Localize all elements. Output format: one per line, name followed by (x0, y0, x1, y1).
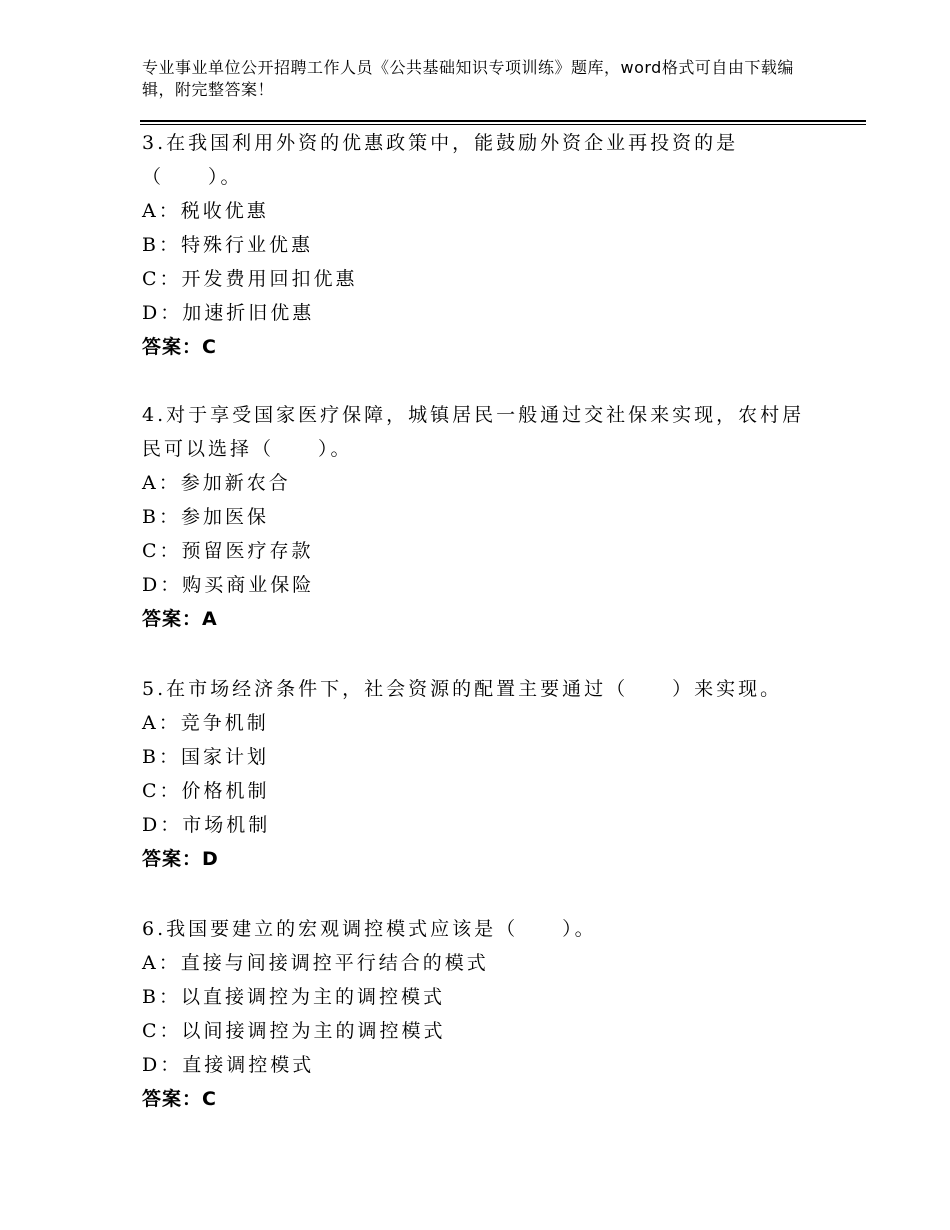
option-d: D：加速折旧优惠 (142, 302, 315, 324)
option-d: D：直接调控模式 (142, 1054, 315, 1076)
question-stem: 5.在市场经济条件下，社会资源的配置主要通过（ ）来实现。 (142, 678, 783, 700)
answer-line: 答案：C (142, 336, 217, 358)
question-3 (142, 126, 808, 364)
option-b: B：特殊行业优惠 (142, 234, 313, 256)
answer-line: 答案：A (142, 608, 218, 630)
question-stem: 3.在我国利用外资的优惠政策中，能鼓励外资企业再投资的是（ ）。 (142, 132, 739, 188)
option-a: A：参加新农合 (142, 472, 291, 494)
question-4 (142, 398, 808, 636)
option-d: D：市场机制 (142, 814, 271, 836)
answer-line: 答案：C (142, 1088, 217, 1110)
answer-line: 答案：D (142, 848, 219, 870)
option-c: C：预留医疗存款 (142, 540, 314, 562)
question-stem: 6.我国要建立的宏观调控模式应该是（ ）。 (142, 918, 597, 940)
question-stem: 4.对于享受国家医疗保障，城镇居民一般通过交社保来实现，农村居民可以选择（ ）。 (142, 404, 805, 460)
question-6 (142, 912, 808, 1116)
option-a: A：税收优惠 (142, 200, 269, 222)
option-b: B：国家计划 (142, 746, 269, 768)
document-header: 专业事业单位公开招聘工作人员《公共基础知识专项训练》题库，word格式可自由下载编辑，附完整答案！ (142, 58, 794, 99)
option-c: C：价格机制 (142, 780, 270, 802)
option-b: B：以直接调控为主的调控模式 (142, 986, 445, 1008)
option-d: D：购买商业保险 (142, 574, 315, 596)
header-rule-thick (140, 120, 866, 122)
option-b: B：参加医保 (142, 506, 269, 528)
option-a: A：竞争机制 (142, 712, 269, 734)
option-c: C：开发费用回扣优惠 (142, 268, 358, 290)
header-rule-thin (140, 124, 866, 125)
option-a: A：直接与间接调控平行结合的模式 (142, 952, 489, 974)
question-5 (142, 672, 808, 876)
option-c: C：以间接调控为主的调控模式 (142, 1020, 446, 1042)
